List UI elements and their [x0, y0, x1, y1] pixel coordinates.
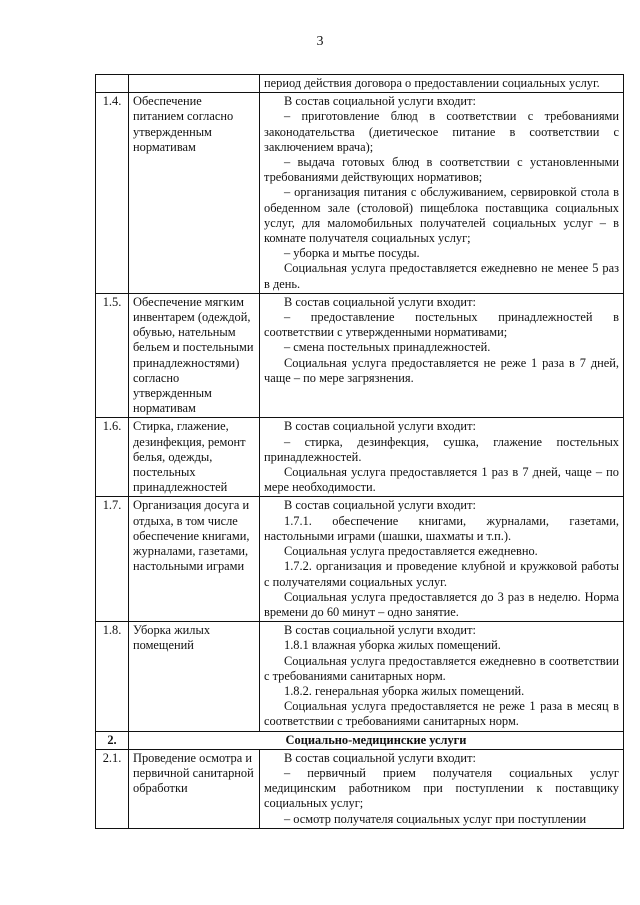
service-name: Обеспечение питанием согласно утвержденным нормативам [129, 93, 260, 294]
description-paragraph: Социальная услуга предоставляется не реже 1 раза в месяц в соответствии с требованиями санитарных норм. [264, 699, 619, 729]
description-paragraph: период действия договора о предоставлении социальных услуг. [264, 76, 600, 90]
description-paragraph: Социальная услуга предоставляется 1 раз в 7 дней, чаще – по мере необходимости. [264, 465, 619, 495]
description-paragraph: – уборка и мытье посуды. [284, 246, 420, 261]
service-name: Стирка, глажение, дезинфекция, ремонт белья, одежды, постельных принадлежностей [129, 418, 260, 497]
description-paragraph: В состав социальной услуги входит: [284, 94, 476, 109]
description-paragraph: – смена постельных принадлежностей. [284, 340, 491, 355]
service-name: Проведение осмотра и первичной санитарной обработки [129, 749, 260, 828]
row-number: 1.5. [96, 293, 129, 418]
description-paragraph: – первичный прием получателя социальных услуг медицинским работником при поступлении к поставщику социальных услуг; [264, 765, 619, 811]
description-paragraph: – стирка, дезинфекция, сушка, глажение постельных принадлежностей. [264, 434, 619, 464]
service-name: Организация досуга и отдыха, в том числе обеспечение книгами, журналами, газетами, настольными играми [129, 497, 260, 622]
row-number: 1.6. [96, 418, 129, 497]
service-name-cell [129, 75, 260, 93]
table-row [96, 293, 624, 418]
service-description [260, 749, 624, 828]
service-name: Обеспечение мягким инвентарем (одеждой, обувью, нательным бельем и постельными принадлежностями) согласно утвержденным нормативам [129, 293, 260, 418]
description-paragraph: В состав социальной услуги входит: [284, 294, 476, 309]
description-paragraph: – выдача готовых блюд в соответствии с установленными требованиями действующих нормативов; [264, 155, 619, 185]
description-paragraph: 1.8.1 влажная уборка жилых помещений. [284, 638, 501, 653]
row-number: 1.4. [96, 93, 129, 294]
description-paragraph: 1.8.2. генеральная уборка жилых помещений. [284, 683, 525, 698]
description-paragraph: – приготовление блюд в соответствии с требованиями законодательства (диетическое питание в соответствии с заключением врача); [264, 109, 619, 154]
table-row [96, 418, 624, 497]
description-paragraph: Социальная услуга предоставляется ежедневно. [284, 544, 538, 559]
description-paragraph: Социальная услуга предоставляется до 3 раз в неделю. Норма времени до 60 минут – одно занятие. [264, 589, 619, 619]
description-paragraph: В состав социальной услуги входит: [284, 623, 476, 638]
description-paragraph: – предоставление постельных принадлежностей в соответствии с утвержденными нормативами; [264, 310, 619, 340]
table-row [96, 749, 624, 828]
table-row [96, 93, 624, 294]
description-paragraph: В состав социальной услуги входит: [284, 419, 476, 434]
service-description [260, 622, 624, 731]
service-description-cell [260, 75, 624, 93]
service-name: Уборка жилых помещений [129, 622, 260, 731]
services-table [95, 74, 624, 829]
description-paragraph: В состав социальной услуги входит: [284, 498, 476, 513]
description-paragraph: 1.7.2. организация и проведение клубной и кружковой работы с получателями социальных услуг. [264, 559, 619, 589]
section-header-row [96, 731, 624, 749]
page-number: 3 [316, 34, 324, 49]
table-row [96, 622, 624, 731]
row-number: 2.1. [96, 749, 129, 828]
description-paragraph: Социальная услуга предоставляется ежедневно не менее 5 раз в день. [264, 261, 619, 291]
service-description [260, 497, 624, 622]
description-paragraph: 1.7.1. обеспечение книгами, журналами, газетами, настольными играми (шашки, шахматы и т.п.). [264, 513, 619, 543]
description-paragraph: – организация питания с обслуживанием, сервировкой стола в обеденном зале (столовой) пищеблока поставщика социальных услуг, для маломобильных получателей социальных услуг – в комнате получателя социальных услуг; [264, 185, 619, 246]
section-number: 2. [96, 731, 129, 749]
service-description [260, 418, 624, 497]
description-paragraph: – осмотр получателя социальных услуг при поступлении [284, 811, 587, 826]
description-paragraph: Социальная услуга предоставляется не реже 1 раза в 7 дней, чаще – по мере загрязнения. [264, 355, 619, 385]
row-number: 1.7. [96, 497, 129, 622]
table-row [96, 75, 624, 93]
row-number: 1.8. [96, 622, 129, 731]
table-row [96, 497, 624, 622]
description-paragraph: В состав социальной услуги входит: [284, 750, 476, 765]
row-number-cell [96, 75, 129, 93]
section-title: Социально-медицинские услуги [129, 731, 624, 749]
service-description [260, 93, 624, 294]
description-paragraph: Социальная услуга предоставляется ежедневно в соответствии с требованиями санитарных норм. [264, 653, 619, 683]
service-description [260, 293, 624, 418]
